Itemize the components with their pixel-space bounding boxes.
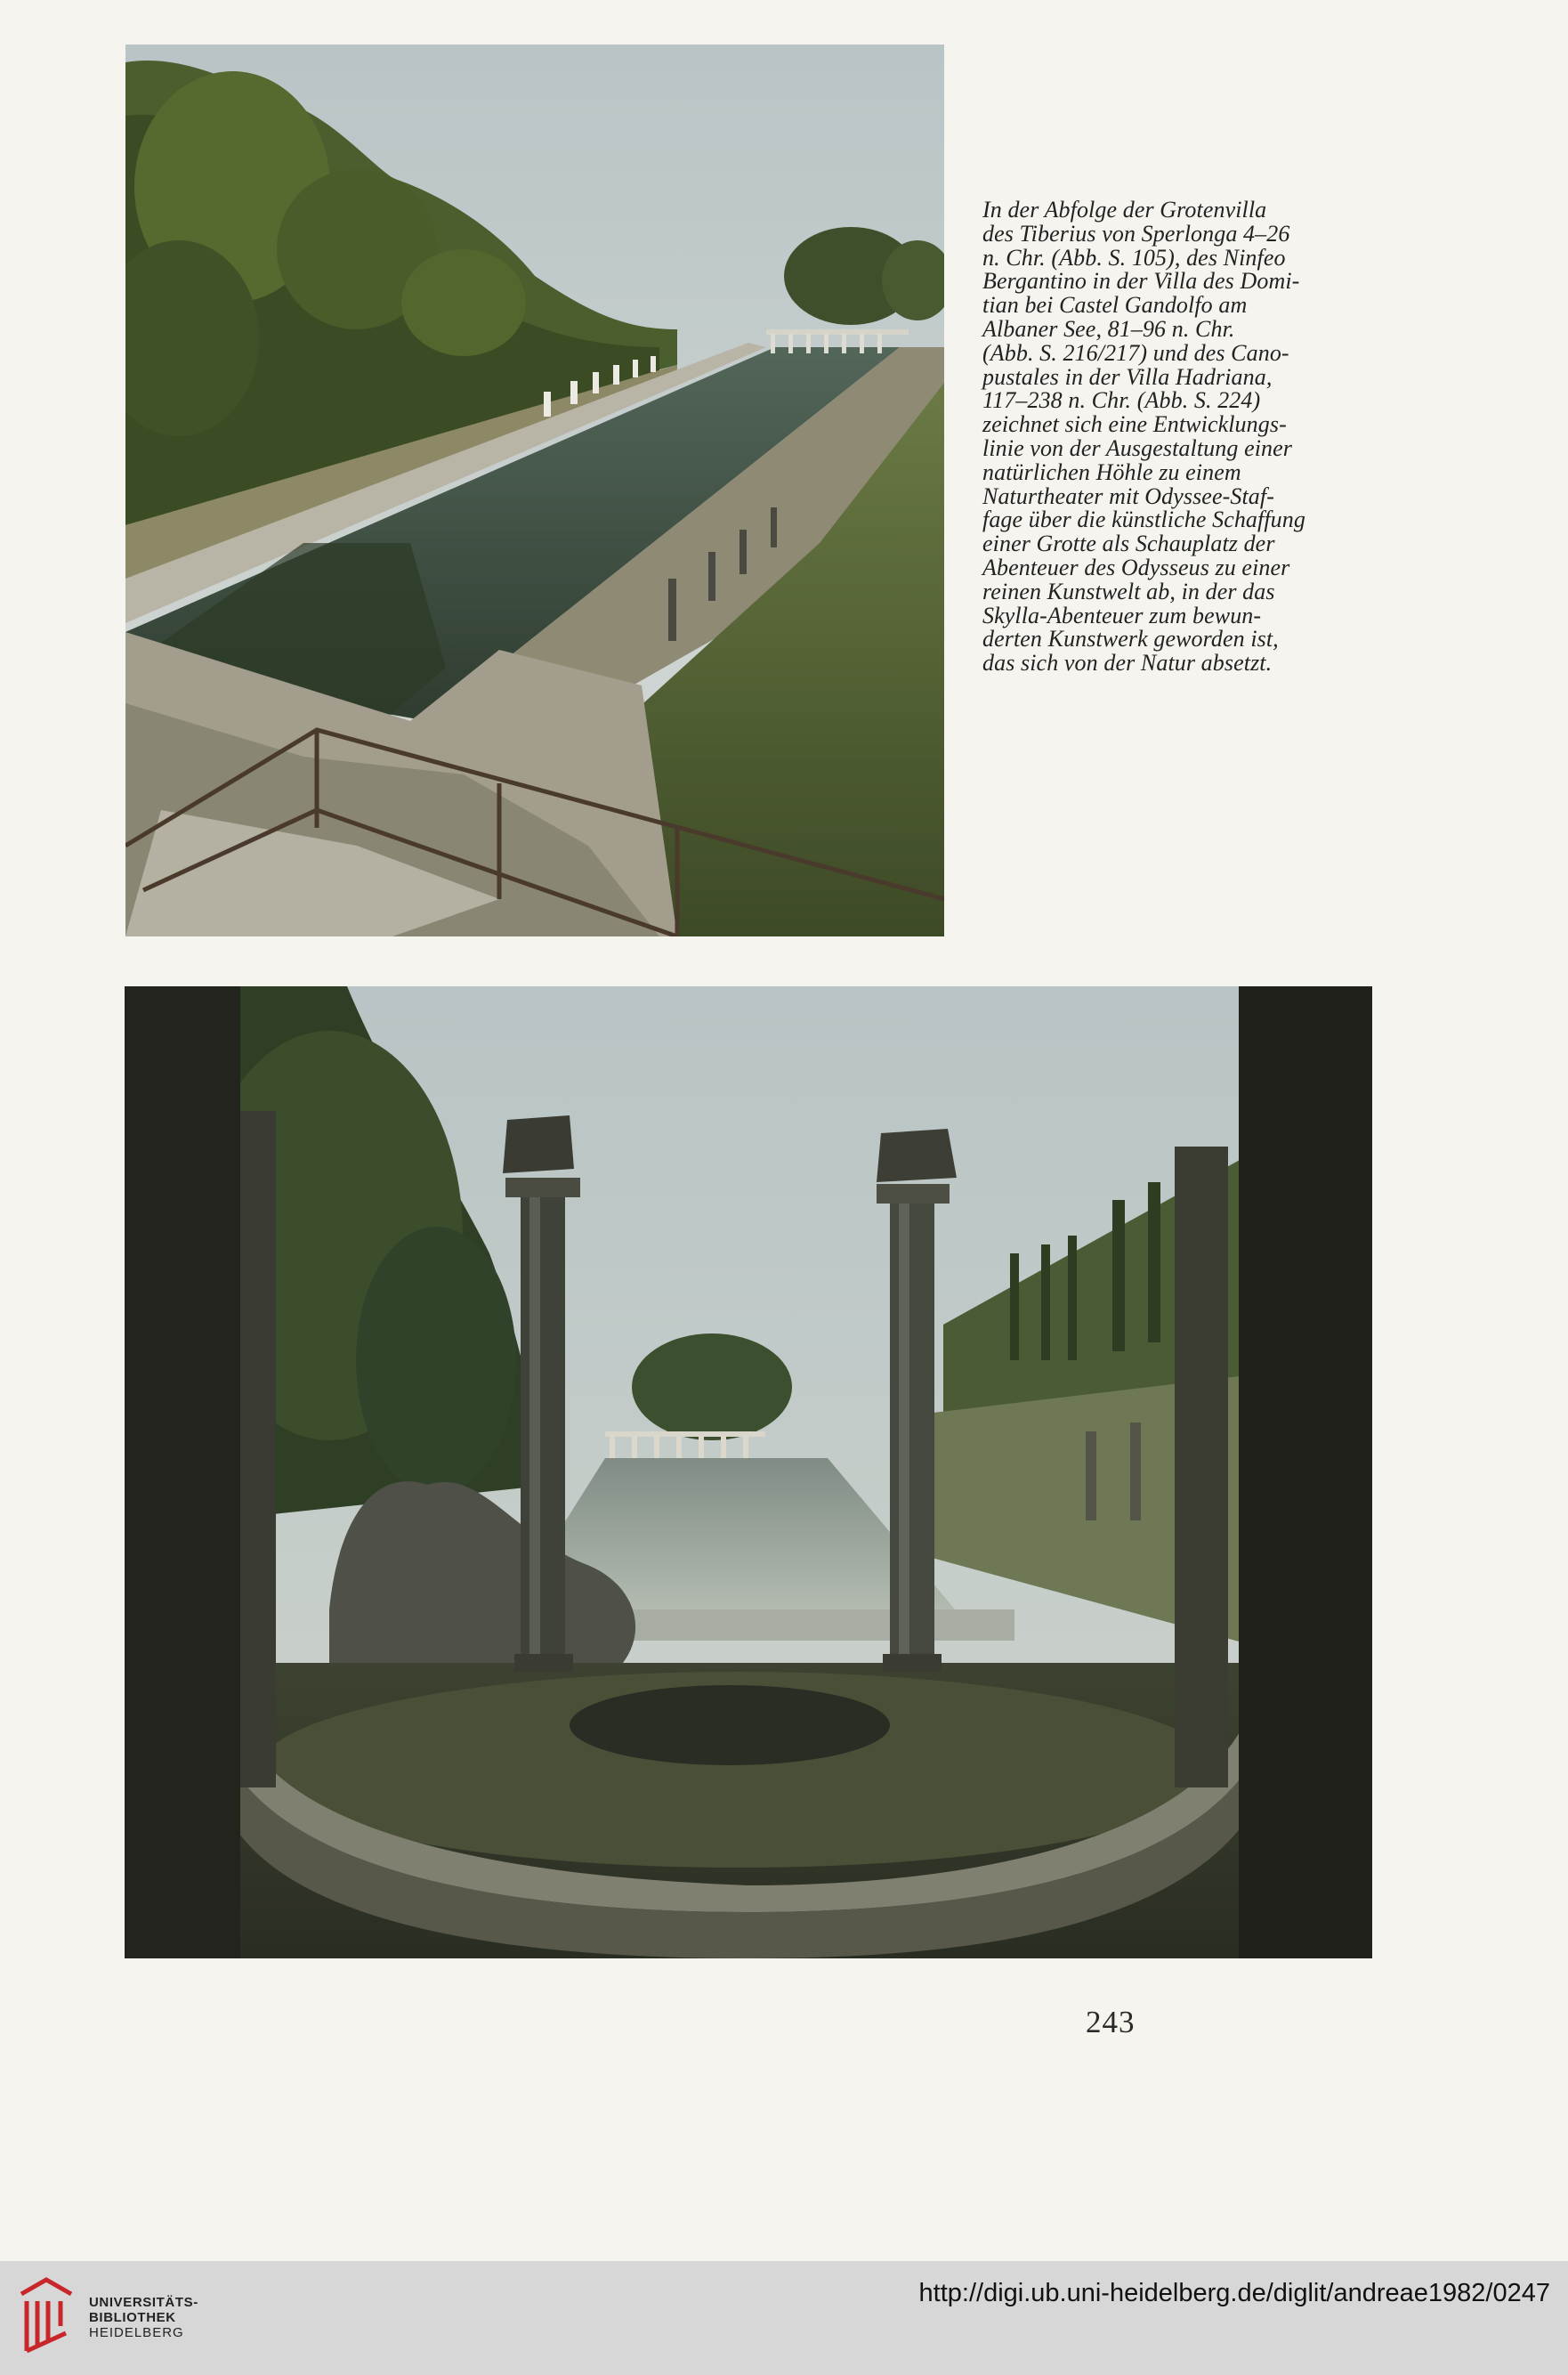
caption-line: In der Abfolge der Grotenvilla — [982, 197, 1267, 223]
caption-line: fage über die künstliche Schaffung — [982, 507, 1305, 533]
library-logo-icon[interactable] — [16, 2274, 77, 2360]
canopus-pool-image — [125, 45, 944, 936]
caption-line: Albaner See, 81–96 n. Chr. — [982, 315, 1235, 342]
canopus-columns-image — [125, 986, 1372, 1958]
caption-line: reinen Kunstwelt ab, in der das — [982, 578, 1275, 604]
caption-line: einer Grotte als Schauplatz der — [982, 531, 1275, 557]
caption-line: linie von der Ausgestaltung einer — [982, 434, 1292, 461]
caption-line: Bergantino in der Villa des Domi- — [982, 268, 1300, 295]
caption-line: pustales in der Villa Hadriana, — [982, 363, 1273, 390]
canopus-pool-photo — [125, 45, 944, 936]
permalink-url[interactable]: http://digi.ub.uni-heidelberg.de/diglit/andreae1982/0247 — [918, 2279, 1550, 2307]
caption-line: natürlichen Höhle zu einem — [982, 458, 1241, 485]
caption-line: zeichnet sich eine Entwicklungs- — [982, 411, 1287, 438]
page-number: 243 — [1086, 2005, 1136, 2039]
caption-line: tian bei Castel Gandolfo am — [982, 292, 1248, 319]
caption-line: derten Kunstwerk geworden ist, — [982, 626, 1279, 653]
library-name-line2: BIBLIOTHEK — [89, 2310, 176, 2325]
caption-line: 117–238 n. Chr. (Abb. S. 224) — [982, 387, 1261, 414]
library-name — [89, 2295, 198, 2340]
caption-line: (Abb. S. 216/217) und des Cano- — [982, 339, 1289, 366]
caption-line: Abenteuer des Odysseus zu einer — [982, 554, 1290, 580]
library-name-line3: HEIDELBERG — [89, 2325, 184, 2340]
caption-line: Naturtheater mit Odyssee-Staf- — [982, 482, 1274, 509]
caption-line: des Tiberius von Sperlonga 4–26 — [982, 220, 1290, 247]
library-name-line1: UNIVERSITÄTS- — [89, 2295, 198, 2310]
figure-caption — [982, 199, 1392, 676]
caption-line: Skylla-Abenteuer zum bewun- — [982, 602, 1262, 628]
caption-line: das sich von der Natur absetzt. — [982, 650, 1273, 677]
canopus-columns-photo — [125, 986, 1372, 1958]
caption-line: n. Chr. (Abb. S. 105), des Ninfeo — [982, 244, 1286, 271]
